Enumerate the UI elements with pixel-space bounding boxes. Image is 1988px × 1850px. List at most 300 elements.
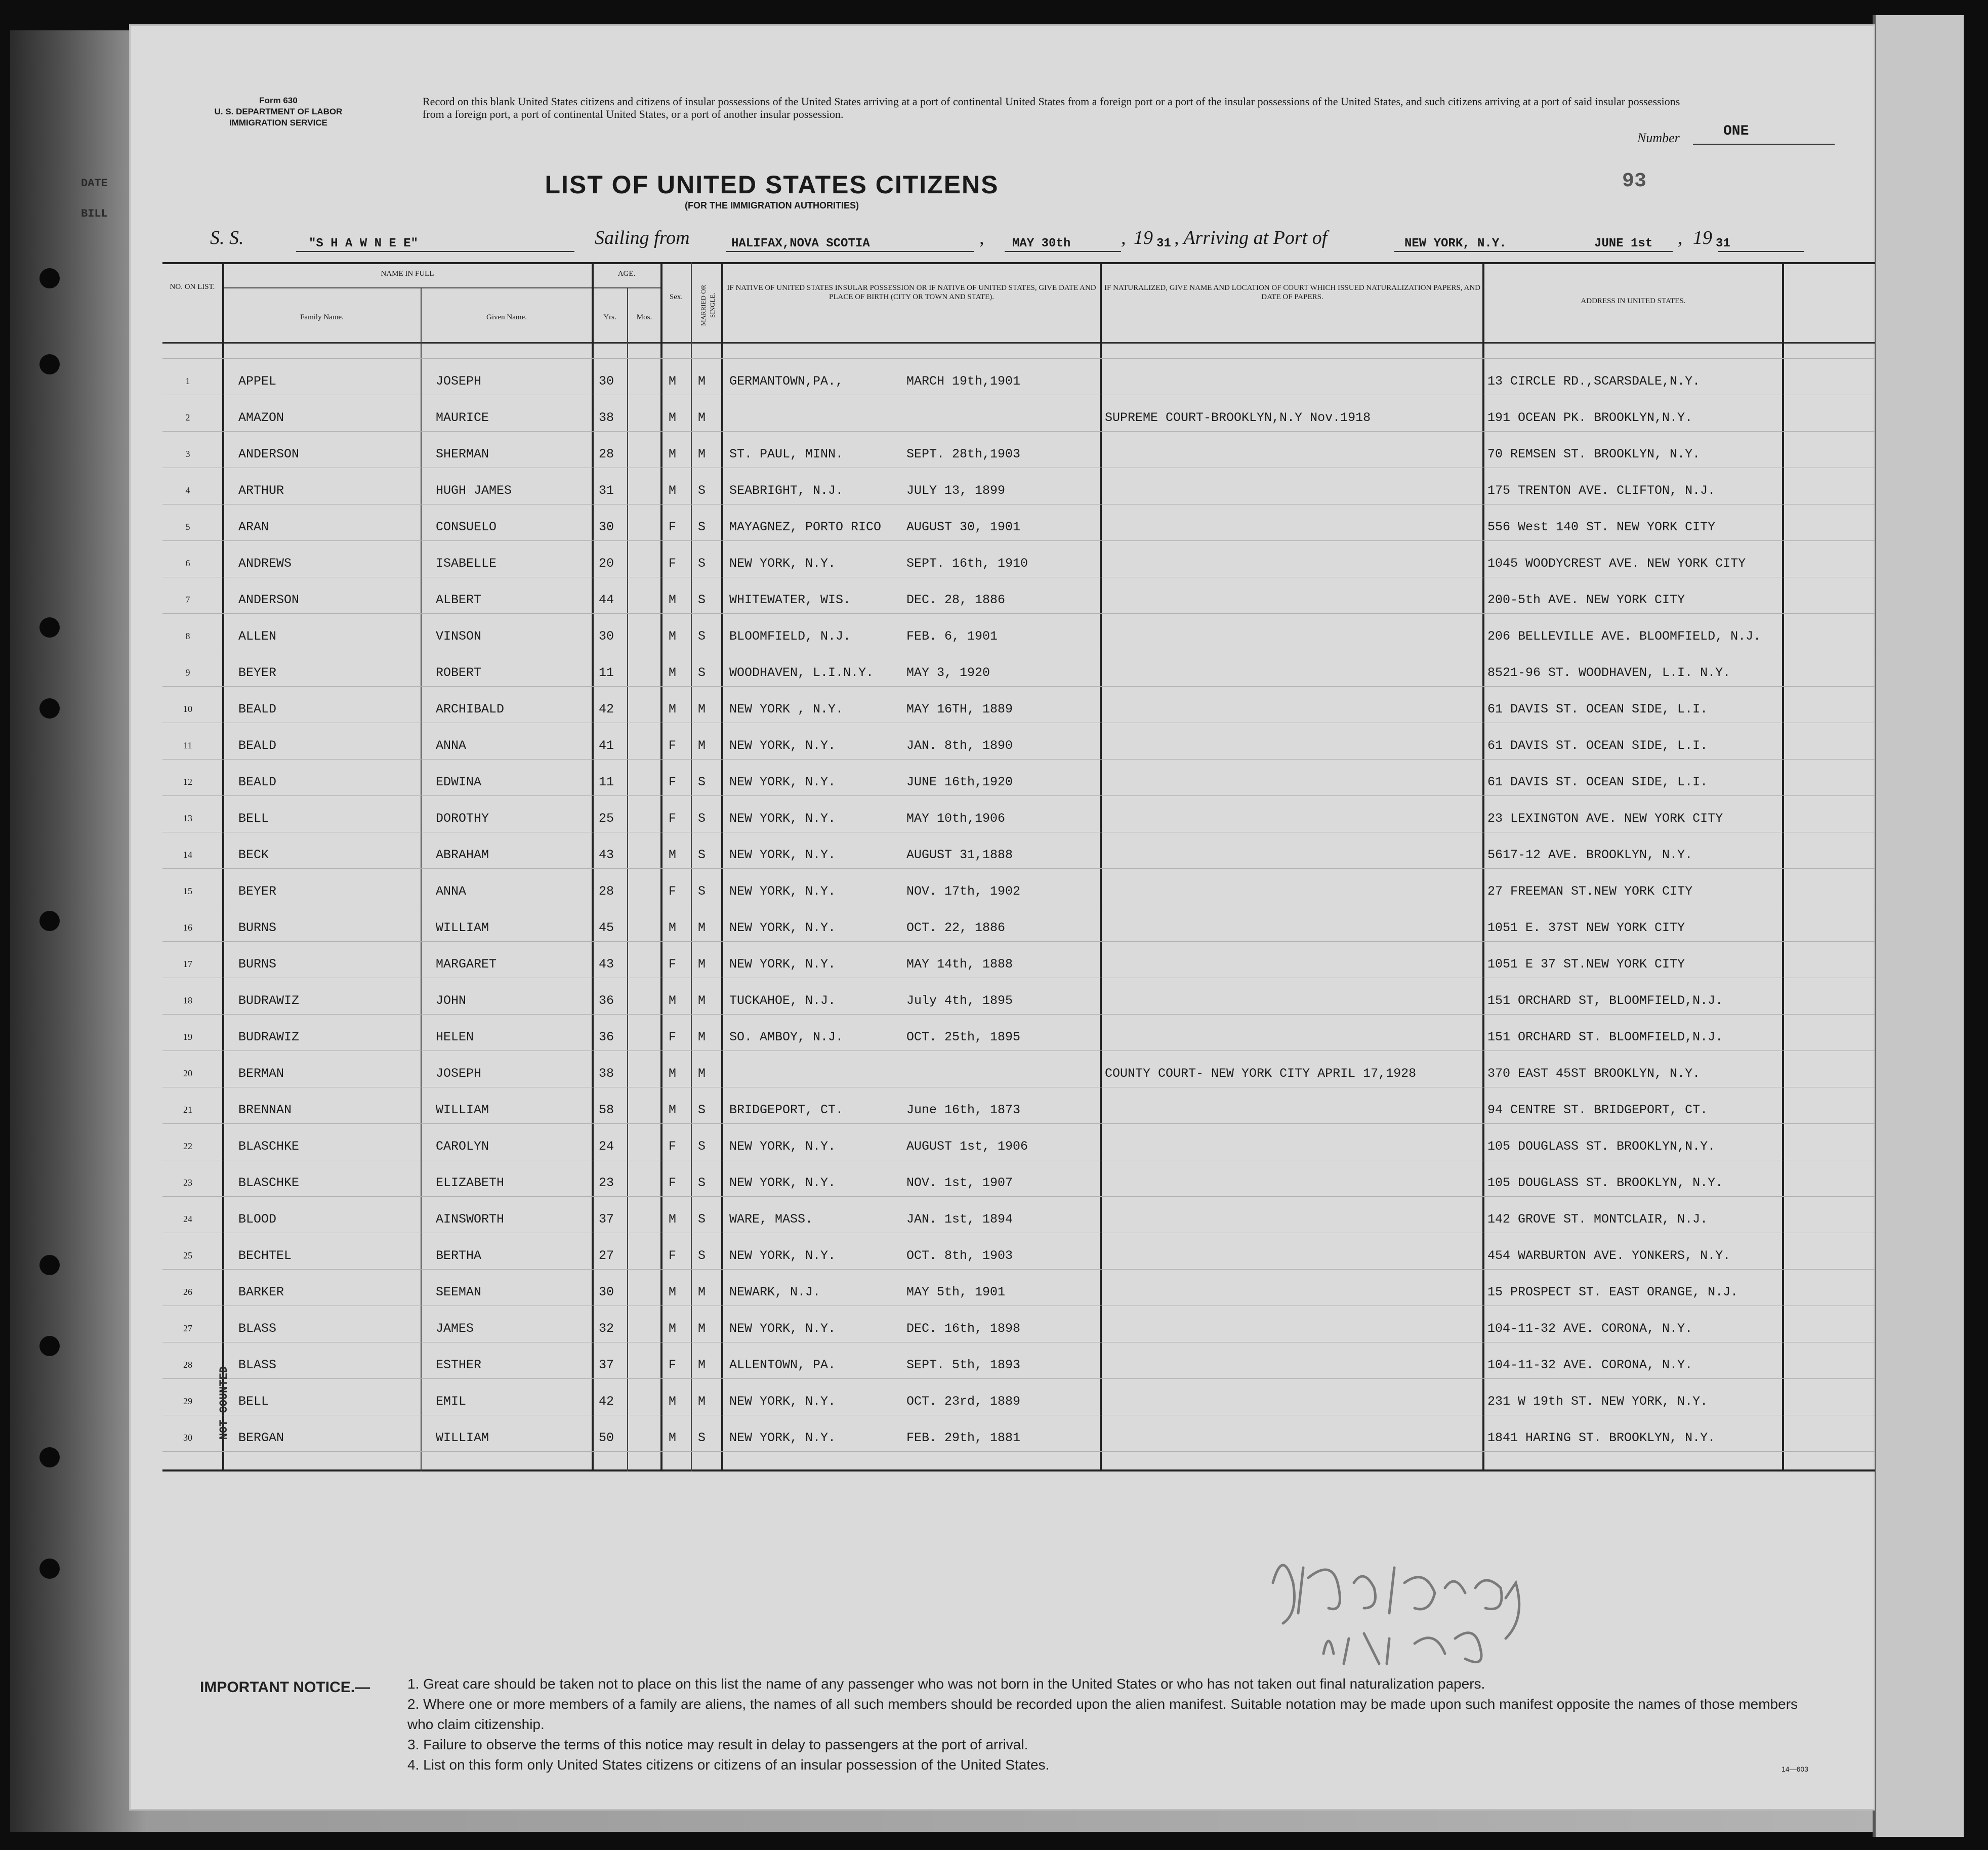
naturalization: SUPREME COURT-BROOKLYN,N.Y Nov.1918	[1105, 410, 1371, 425]
arrival-year-prefix: 19	[1693, 227, 1712, 248]
age-years: 28	[599, 884, 614, 899]
margin-stamp-date: DATE	[81, 177, 108, 190]
row-number: 3	[185, 449, 190, 459]
table-row	[162, 553, 1875, 573]
address: 27 FREEMAN ST.NEW YORK CITY	[1487, 884, 1693, 899]
birth-date: SEPT. 28th,1903	[906, 447, 1021, 461]
birthplace: ST. PAUL, MINN.	[729, 447, 844, 461]
birth-date: SEPT. 5th, 1893	[906, 1358, 1021, 1372]
departure-port: HALIFAX,NOVA SCOTIA	[731, 237, 870, 250]
birthplace: GERMANTOWN,PA.,	[729, 374, 844, 389]
table-row	[162, 444, 1875, 464]
age-years: 32	[599, 1321, 614, 1336]
table-row	[162, 1427, 1875, 1448]
row-number: 19	[183, 1032, 192, 1042]
marital-status: S	[698, 884, 706, 899]
marital-status: M	[698, 410, 706, 425]
given-name: JOSEPH	[436, 1066, 482, 1081]
address: 105 DOUGLASS ST. BROOKLYN,N.Y.	[1487, 1139, 1716, 1154]
address: 15 PROSPECT ST. EAST ORANGE, N.J.	[1487, 1285, 1738, 1299]
date-underline	[1005, 251, 1121, 252]
address: 104-11-32 AVE. CORONA, N.Y.	[1487, 1358, 1693, 1372]
given-name: DOROTHY	[436, 811, 489, 826]
table-row	[162, 590, 1875, 610]
col-header-name: NAME IN FULL	[381, 270, 434, 278]
address: 200-5th AVE. NEW YORK CITY	[1487, 593, 1685, 607]
col-header-yrs: Yrs.	[603, 313, 616, 321]
sex: M	[669, 374, 677, 389]
family-name: AMAZON	[238, 410, 284, 425]
sex: M	[669, 702, 677, 717]
family-name: APPEL	[238, 374, 277, 389]
col-header-age: AGE.	[617, 270, 636, 278]
sex: F	[669, 884, 677, 899]
table-row	[162, 1391, 1875, 1411]
age-years: 27	[599, 1248, 614, 1263]
binder-hole	[39, 1255, 60, 1275]
notice-items	[407, 1674, 1825, 1775]
age-years: 50	[599, 1431, 614, 1445]
sex: F	[669, 957, 677, 972]
birthplace: NEW YORK, N.Y.	[729, 848, 836, 862]
ruled-line	[162, 795, 1875, 796]
sex: M	[669, 447, 677, 461]
address: 5617-12 AVE. BROOKLYN, N.Y.	[1487, 848, 1693, 862]
given-name: ABRAHAM	[436, 848, 489, 862]
birth-date: OCT. 23rd, 1889	[906, 1394, 1021, 1409]
sex: M	[669, 629, 677, 644]
address: 151 ORCHARD ST, BLOOMFIELD,N.J.	[1487, 993, 1723, 1008]
row-number: 9	[185, 667, 190, 678]
birthplace: NEW YORK, N.Y.	[729, 884, 836, 899]
row-number: 28	[183, 1360, 192, 1370]
row-number: 8	[185, 631, 190, 641]
ruled-line	[162, 1123, 1875, 1124]
adjacent-page-edge	[1873, 15, 1964, 1837]
table-row	[162, 772, 1875, 792]
row-number: 4	[185, 485, 190, 495]
sheet-stamp: 93	[1622, 170, 1647, 193]
col-header-given: Given Name.	[486, 313, 527, 321]
family-name: BERMAN	[238, 1066, 284, 1081]
age-years: 36	[599, 993, 614, 1008]
family-name: BLASS	[238, 1358, 277, 1372]
family-name: BLASCHKE	[238, 1175, 300, 1190]
notice-item: 3. Failure to observe the terms of this notice may result in delay to passengers at the port of arrival.	[407, 1737, 1028, 1752]
page-subtitle: (FOR THE IMMIGRATION AUTHORITIES)	[685, 200, 859, 211]
birth-date: JULY 13, 1899	[906, 483, 1006, 498]
given-name: HUGH JAMES	[436, 483, 512, 498]
table-top-rule	[162, 262, 1875, 264]
address: 94 CENTRE ST. BRIDGEPORT, CT.	[1487, 1103, 1708, 1117]
departure-year: 31	[1156, 237, 1171, 250]
row-number: 23	[183, 1178, 192, 1188]
family-name: BUDRAWIZ	[238, 993, 300, 1008]
address: 61 DAVIS ST. OCEAN SIDE, L.I.	[1487, 775, 1708, 789]
family-name: ARAN	[238, 520, 269, 534]
table-row	[162, 699, 1875, 719]
age-years: 58	[599, 1103, 614, 1117]
manifest-page	[129, 24, 1875, 1811]
birthplace: NEW YORK, N.Y.	[729, 775, 836, 789]
address: 175 TRENTON AVE. CLIFTON, N.J.	[1487, 483, 1716, 498]
from-underline	[726, 251, 974, 252]
address: 1051 E. 37ST NEW YORK CITY	[1487, 920, 1685, 935]
header-bottom-rule	[162, 342, 1875, 344]
binder-hole	[39, 617, 60, 638]
table-row	[162, 881, 1875, 901]
table-row	[162, 954, 1875, 974]
birthplace: NEW YORK, N.Y.	[729, 556, 836, 571]
birthplace: ALLENTOWN, PA.	[729, 1358, 836, 1372]
age-years: 38	[599, 1066, 614, 1081]
age-years: 30	[599, 520, 614, 534]
table-row	[162, 1172, 1875, 1193]
ruled-line	[162, 431, 1875, 432]
row-number: 1	[185, 376, 190, 386]
marital-status: M	[698, 738, 706, 753]
ruled-line	[162, 1196, 1875, 1197]
record-instructions: Record on this blank United States citizens and citizens of insular possessions of the United States arriving at a port of continental United States from a foreign port or a port of the insular possessions of the United States, and such citizens arriving at a port of said insular possessions from a foreign port, a port of continental United States, or a port of another insular possession.	[423, 95, 1680, 120]
table-row	[162, 1209, 1875, 1229]
marital-status: S	[698, 556, 706, 571]
row-number: 14	[183, 850, 192, 860]
marital-status: S	[698, 520, 706, 534]
birthplace: WHITEWATER, WIS.	[729, 593, 851, 607]
sex: M	[669, 483, 677, 498]
birthplace: WARE, MASS.	[729, 1212, 813, 1227]
birth-date: DEC. 28, 1886	[906, 593, 1006, 607]
marital-status: S	[698, 811, 706, 826]
sailing-label: Sailing from	[595, 227, 690, 248]
birth-date: July 4th, 1895	[906, 993, 1013, 1008]
col-header-sex: Sex.	[669, 293, 683, 301]
birth-date: MAY 16TH, 1889	[906, 702, 1013, 717]
birth-date: JUNE 16th,1920	[906, 775, 1013, 789]
given-name: SEEMAN	[436, 1285, 482, 1299]
marital-status: S	[698, 629, 706, 644]
margin-stamp-bill: BILL	[81, 207, 108, 220]
row-number: 5	[185, 522, 190, 532]
given-name: CONSUELO	[436, 520, 497, 534]
given-name: WILLIAM	[436, 1103, 489, 1117]
col-header-address: ADDRESS IN UNITED STATES.	[1581, 297, 1686, 305]
age-years: 45	[599, 920, 614, 935]
age-subhead-rule	[593, 287, 660, 288]
sex: M	[669, 1285, 677, 1299]
row-number: 11	[183, 740, 192, 750]
ruled-line	[162, 868, 1875, 869]
arriving-label: , Arriving at Port of	[1174, 227, 1328, 248]
marital-status: M	[698, 920, 706, 935]
binder-hole	[39, 268, 60, 288]
age-years: 11	[599, 775, 614, 789]
table-row	[162, 662, 1875, 683]
not-counted-stamp: NOT COUNTED	[218, 1366, 230, 1440]
birthplace: NEW YORK, N.Y.	[729, 1321, 836, 1336]
departure-year-prefix: 19	[1134, 227, 1153, 248]
row-number: 17	[183, 959, 192, 969]
family-name: ANDERSON	[238, 447, 300, 461]
address: 1045 WOODYCREST AVE. NEW YORK CITY	[1487, 556, 1746, 571]
binder-hole	[39, 1559, 60, 1579]
birth-date: OCT. 8th, 1903	[906, 1248, 1013, 1263]
binder-hole	[39, 698, 60, 719]
ss-label: S. S.	[210, 227, 244, 248]
age-years: 30	[599, 1285, 614, 1299]
marital-status: S	[698, 593, 706, 607]
notice-item: 2. Where one or more members of a family are aliens, the names of all such members should be recorded upon the alien manifest. Suitable notation may be made upon such manifest opposite the names of those members who claim citizenship.	[407, 1696, 1798, 1732]
birthplace: SEABRIGHT, N.J.	[729, 483, 844, 498]
year-underline	[1718, 251, 1804, 252]
row-number: 18	[183, 995, 192, 1005]
comma-sep: ,	[979, 227, 984, 248]
comma-sep: ,	[1121, 227, 1126, 248]
ruled-line	[162, 759, 1875, 760]
birthplace: NEW YORK, N.Y.	[729, 811, 836, 826]
family-name: BUDRAWIZ	[238, 1030, 300, 1044]
birthplace: NEW YORK, N.Y.	[729, 957, 836, 972]
col-header-married: MARRIED OR SINGLE.	[699, 284, 716, 326]
address: 231 W 19th ST. NEW YORK, N.Y.	[1487, 1394, 1708, 1409]
table-row	[162, 845, 1875, 865]
given-name: WILLIAM	[436, 920, 489, 935]
birth-date: FEB. 29th, 1881	[906, 1431, 1021, 1445]
birth-date: AUGUST 31,1888	[906, 848, 1013, 862]
sex: M	[669, 1321, 677, 1336]
given-name: CAROLYN	[436, 1139, 489, 1154]
address: 13 CIRCLE RD.,SCARSDALE,N.Y.	[1487, 374, 1701, 389]
age-years: 44	[599, 593, 614, 607]
address: 142 GROVE ST. MONTCLAIR, N.J.	[1487, 1212, 1708, 1227]
given-name: JOSEPH	[436, 374, 482, 389]
family-name: BECK	[238, 848, 269, 862]
table-row	[162, 917, 1875, 938]
row-number: 27	[183, 1323, 192, 1333]
marital-status: M	[698, 1285, 706, 1299]
birthplace: NEW YORK, N.Y.	[729, 920, 836, 935]
table-row	[162, 1355, 1875, 1375]
col-header-no: NO. ON LIST.	[170, 283, 215, 291]
given-name: ARCHIBALD	[436, 702, 505, 717]
sex: M	[669, 993, 677, 1008]
sex: M	[669, 593, 677, 607]
row-number: 29	[183, 1396, 192, 1406]
age-years: 30	[599, 374, 614, 389]
ship-name: "S H A W N E E"	[309, 237, 419, 250]
marital-status: M	[698, 1394, 706, 1409]
birth-date: SEPT. 16th, 1910	[906, 556, 1028, 571]
given-name: JOHN	[436, 993, 467, 1008]
table-row	[162, 808, 1875, 828]
ruled-line	[162, 540, 1875, 541]
address: 104-11-32 AVE. CORONA, N.Y.	[1487, 1321, 1693, 1336]
given-name: MARGARET	[436, 957, 497, 972]
age-years: 42	[599, 702, 614, 717]
birth-date: AUGUST 30, 1901	[906, 520, 1021, 534]
marital-status: S	[698, 1175, 706, 1190]
marital-status: M	[698, 1066, 706, 1081]
family-name: BLASS	[238, 1321, 277, 1336]
birth-date: NOV. 17th, 1902	[906, 884, 1021, 899]
given-name: ROBERT	[436, 665, 482, 680]
birth-date: MAY 3, 1920	[906, 665, 990, 680]
port-underline	[1394, 251, 1673, 252]
notice-item: 4. List on this form only United States citizens or citizens of an insular possession of the United States.	[407, 1757, 1050, 1773]
arrival-date: JUNE 1st	[1594, 237, 1653, 250]
birthplace: NEWARK, N.J.	[729, 1285, 821, 1299]
notice-label: IMPORTANT NOTICE.—	[200, 1679, 370, 1696]
birth-date: MAY 5th, 1901	[906, 1285, 1006, 1299]
family-name: BURNS	[238, 957, 277, 972]
marital-status: M	[698, 957, 706, 972]
age-years: 30	[599, 629, 614, 644]
col-header-family: Family Name.	[300, 313, 344, 321]
table-row	[162, 517, 1875, 537]
table-row	[162, 371, 1875, 391]
age-years: 31	[599, 483, 614, 498]
marital-status: M	[698, 702, 706, 717]
name-subhead-rule	[223, 287, 592, 288]
birthplace: BRIDGEPORT, CT.	[729, 1103, 844, 1117]
address: 370 EAST 45ST BROOKLYN, N.Y.	[1487, 1066, 1701, 1081]
given-name: BERTHA	[436, 1248, 482, 1263]
age-years: 42	[599, 1394, 614, 1409]
sex: M	[669, 848, 677, 862]
ruled-line	[162, 1269, 1875, 1270]
family-name: BLASCHKE	[238, 1139, 300, 1154]
marital-status: S	[698, 1212, 706, 1227]
given-name: ANNA	[436, 738, 467, 753]
notice-item: 1. Great care should be taken not to place on this list the name of any passenger who was not born in the United States or who has not taken out final naturalization papers.	[407, 1676, 1485, 1692]
family-name: BARKER	[238, 1285, 284, 1299]
table-row	[162, 407, 1875, 428]
naturalization: COUNTY COURT- NEW YORK CITY APRIL 17,1928	[1105, 1066, 1417, 1081]
number-value: ONE	[1723, 123, 1749, 139]
sex: M	[669, 410, 677, 425]
age-years: 43	[599, 957, 614, 972]
birthplace: NEW YORK, N.Y.	[729, 1248, 836, 1263]
arrival-port: NEW YORK, N.Y.	[1404, 237, 1507, 250]
given-name: EDWINA	[436, 775, 482, 789]
sex: F	[669, 1175, 677, 1190]
ruled-line	[162, 686, 1875, 687]
sex: F	[669, 811, 677, 826]
form-service: IMMIGRATION SERVICE	[229, 118, 327, 128]
age-years: 11	[599, 665, 614, 680]
age-years: 25	[599, 811, 614, 826]
birth-date: JAN. 8th, 1890	[906, 738, 1013, 753]
row-number: 26	[183, 1287, 192, 1297]
given-name: HELEN	[436, 1030, 474, 1044]
marital-status: S	[698, 1431, 706, 1445]
sex: M	[669, 665, 677, 680]
number-underline	[1693, 144, 1835, 145]
birthplace: MAYAGNEZ, PORTO RICO	[729, 520, 882, 534]
birthplace: BLOOMFIELD, N.J.	[729, 629, 851, 644]
family-name: BECHTEL	[238, 1248, 292, 1263]
ruled-line	[162, 1050, 1875, 1051]
row-number: 13	[183, 813, 192, 823]
table-row	[162, 480, 1875, 500]
binder-hole	[39, 911, 60, 931]
row-number: 21	[183, 1105, 192, 1115]
age-years: 37	[599, 1212, 614, 1227]
given-name: EMIL	[436, 1394, 467, 1409]
row-number: 6	[185, 558, 190, 568]
row-number: 16	[183, 922, 192, 933]
row-number: 30	[183, 1433, 192, 1443]
ruled-line	[162, 358, 1875, 359]
address: 61 DAVIS ST. OCEAN SIDE, L.I.	[1487, 702, 1708, 717]
table-row	[162, 1100, 1875, 1120]
form-id	[172, 95, 385, 129]
given-name: VINSON	[436, 629, 482, 644]
row-number: 25	[183, 1250, 192, 1260]
address: 191 OCEAN PK. BROOKLYN,N.Y.	[1487, 410, 1693, 425]
passenger-table	[162, 262, 1875, 1471]
table-row	[162, 1318, 1875, 1338]
birthplace: WOODHAVEN, L.I.N.Y.	[729, 665, 874, 680]
age-years: 36	[599, 1030, 614, 1044]
family-name: BEALD	[238, 702, 277, 717]
marital-status: S	[698, 848, 706, 862]
family-name: BEYER	[238, 884, 277, 899]
row-number: 12	[183, 777, 192, 787]
ruled-line	[162, 1451, 1875, 1452]
ruled-line	[162, 613, 1875, 614]
sex: F	[669, 1030, 677, 1044]
age-years: 28	[599, 447, 614, 461]
col-header-naturalized: IF NATURALIZED, GIVE NAME AND LOCATION OF COURT WHICH ISSUED NATURALIZATION PAPERS, AND DATE OF PAPERS.	[1104, 284, 1480, 301]
col-header-birth: IF NATIVE OF UNITED STATES INSULAR POSSESSION OR IF NATIVE OF UNITED STATES, GIVE DATE AND PLACE OF BIRTH (CITY OR TOWN AND STATE).	[727, 284, 1096, 301]
col-header-mos: Mos.	[636, 313, 652, 321]
sex: M	[669, 1394, 677, 1409]
given-name: SHERMAN	[436, 447, 489, 461]
sex: F	[669, 556, 677, 571]
ship-underline	[296, 251, 574, 252]
marital-status: S	[698, 1103, 706, 1117]
table-row	[162, 1063, 1875, 1083]
family-name: BURNS	[238, 920, 277, 935]
sex: F	[669, 775, 677, 789]
birthplace: NEW YORK, N.Y.	[729, 1394, 836, 1409]
sex: M	[669, 1066, 677, 1081]
family-name: BLOOD	[238, 1212, 277, 1227]
family-name: ALLEN	[238, 629, 277, 644]
address: 1841 HARING ST. BROOKLYN, N.Y.	[1487, 1431, 1716, 1445]
address: 454 WARBURTON AVE. YONKERS, N.Y.	[1487, 1248, 1731, 1263]
comma-sep: ,	[1678, 227, 1683, 248]
table-row	[162, 990, 1875, 1011]
marital-status: M	[698, 1030, 706, 1044]
sex: F	[669, 1139, 677, 1154]
sex: F	[669, 520, 677, 534]
birthplace: NEW YORK, N.Y.	[729, 1431, 836, 1445]
address: 23 LEXINGTON AVE. NEW YORK CITY	[1487, 811, 1723, 826]
row-number: 22	[183, 1141, 192, 1151]
row-number: 7	[185, 595, 190, 605]
birthplace: NEW YORK, N.Y.	[729, 738, 836, 753]
binder-hole	[39, 354, 60, 374]
birth-date: NOV. 1st, 1907	[906, 1175, 1013, 1190]
birthplace: NEW YORK , N.Y.	[729, 702, 844, 717]
given-name: ANNA	[436, 884, 467, 899]
birthplace: NEW YORK, N.Y.	[729, 1175, 836, 1190]
family-name: BEYER	[238, 665, 277, 680]
ruled-line	[162, 1378, 1875, 1379]
age-years: 37	[599, 1358, 614, 1372]
